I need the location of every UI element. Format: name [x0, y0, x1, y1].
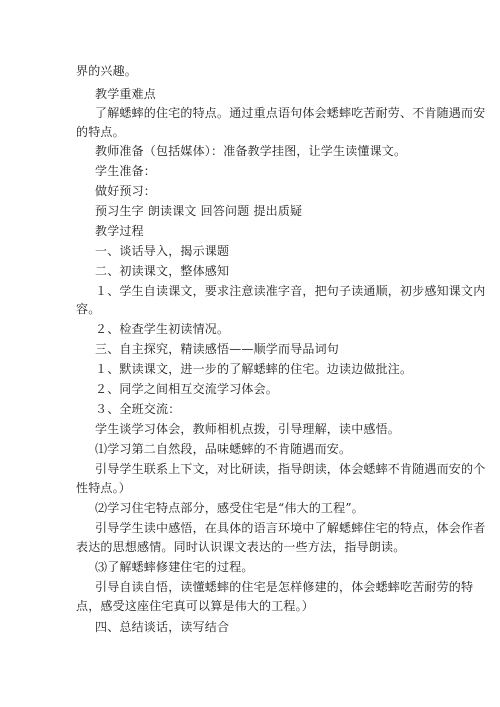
text-line: ２、同学之间相互交流学习体会。 — [95, 382, 279, 396]
text-line: ⑵学习住宅特点部分，感受住宅是“伟大的工程”。 — [95, 501, 364, 515]
text-line: 了解蟋蟀的住宅的特点。通过重点语句体会蟋蟀吃苦耐劳、不肯随遇而安 — [95, 106, 486, 120]
text-line: 预习生字 朗读课文 回答问题 提出质疑 — [95, 204, 303, 218]
text-line: 教师准备（包括媒体）：准备教学挂图，让学生读懂课文。 — [95, 144, 407, 158]
text-line: 引导学生读中感悟，在具体的语言环境中了解蟋蟀住宅的特点，体会作者 — [95, 521, 486, 535]
text-line: ２、检查学生初读情况。 — [95, 322, 230, 336]
text-line: 性特点。） — [76, 481, 132, 495]
text-line: 学生准备： — [95, 164, 157, 178]
text-line: 界的兴趣。 — [76, 64, 138, 78]
text-line: 三、自主探究，精读感悟——顺学而导品词句 — [95, 342, 340, 356]
text-line: 二、初读课文，整体感知 — [95, 264, 230, 278]
text-line: 容。 — [76, 302, 101, 316]
text-line: 表达的思想感情。同时认识课文表达的一些方法，指导朗读。 — [76, 540, 406, 554]
text-line: ３、全班交流： — [95, 402, 181, 416]
text-line: ⑴学习第二自然段，品味蟋蟀的不肯随遇而安。 — [95, 442, 352, 456]
text-line: 一、谈话导入，揭示课题 — [95, 244, 230, 258]
section-heading: 教学过程 — [95, 224, 144, 238]
text-line: １、学生自读课文，要求注意读准字音，把句子读通顺，初步感知课文内 — [95, 284, 486, 298]
text-line: １、默读课文，进一步的了解蟋蟀的住宅。边读边做批注。 — [95, 362, 413, 376]
section-heading: 教学重难点 — [95, 87, 157, 101]
text-line: ⑶了解蟋蟀修建住宅的过程。 — [95, 560, 254, 574]
text-line: 点，感受这座住宅真可以算是伟大的工程。） — [76, 599, 315, 613]
text-line: 四、总结谈话，读写结合 — [95, 620, 230, 634]
text-line: 引导自读自悟，读懂蟋蟀的住宅是怎样修建的，体会蟋蟀吃苦耐劳的特 — [95, 580, 474, 594]
text-line: 的特点。 — [76, 125, 125, 139]
text-line: 做好预习： — [95, 184, 157, 198]
text-line: 引导学生联系上下文，对比研读，指导朗读，体会蟋蟀不肯随遇而安的个 — [95, 462, 486, 476]
text-line: 学生谈学习体会，教师相机点拨，引导理解，读中感悟。 — [95, 422, 401, 436]
